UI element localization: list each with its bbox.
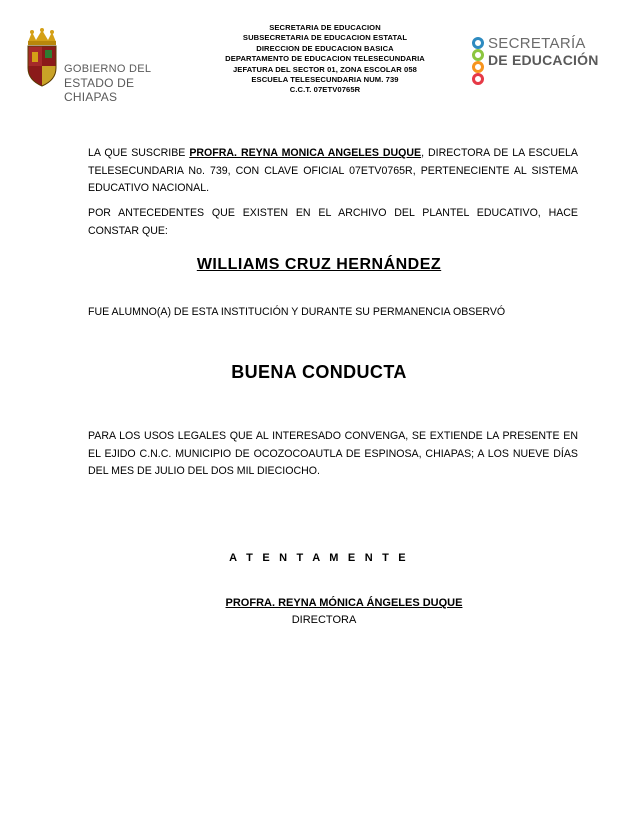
intro-lead: LA QUE SUSCRIBE: [88, 147, 190, 159]
closing-atentamente: A T E N T A M E N T E: [229, 552, 409, 564]
letterhead: [0, 20, 638, 120]
sep-line-1: SECRETARÍA: [488, 35, 586, 52]
gov-line-1: GOBIERNO DEL: [64, 63, 152, 75]
header-line: SUBSECRETARIA DE EDUCACION ESTATAL: [242, 33, 408, 43]
header-line: C.C.T. 07ETV0765R: [289, 85, 361, 95]
header-line: DIRECCION DE EDUCACION BASICA: [256, 43, 394, 53]
header-line: DEPARTAMENTO DE EDUCACION TELESECUNDARIA: [225, 54, 425, 64]
sep-line-2: DE EDUCACIÓN: [488, 52, 599, 68]
signatory-name: PROFRA. REYNA MÓNICA ÁNGELES DUQUE: [225, 597, 463, 609]
header-line: SECRETARIA DE EDUCACION: [269, 23, 381, 32]
header-line: JEFATURA DEL SECTOR 01, ZONA ESCOLAR 058: [232, 64, 418, 74]
sep-colored-rings-icon: [470, 36, 486, 86]
legal-use-paragraph: PARA LOS USOS LEGALES QUE AL INTERESADO CONVENGA, SE EXTIENDE LA PRESENTE EN EL EJIDO C.N.C. MUNICIPIO DE OCOZOCOAUTLA DE ESPINOSA, CHIAPAS; A LOS NUEVE DÍAS DEL MES DE JULIO DEL DOS MIL DIECIOCHO.: [88, 430, 578, 477]
conduct-rating: BUENA CONDUCTA: [231, 362, 407, 382]
sep-text: [488, 36, 599, 68]
student-name: WILLIAMS CRUZ HERNÁNDEZ: [196, 256, 442, 273]
chiapas-coat-of-arms-icon: [22, 28, 62, 90]
institution-header: [190, 23, 460, 96]
intro-paragraph: [88, 145, 578, 198]
gov-line-2: ESTADO DE CHIAPAS: [64, 76, 135, 104]
signatory-title: DIRECTORA: [291, 614, 357, 626]
gobierno-chiapas-text: [64, 62, 182, 104]
intro-rest: , DIRECTORA DE LA ESCUELA TELESECUNDARIA No. 739, CON CLAVE OFICIAL 07ETV0765R, PERTENECIENTE AL SISTEMA EDUCATIVO NACIONAL.: [88, 147, 578, 194]
header-line: ESCUELA TELESECUNDARIA NUM. 739: [251, 75, 399, 85]
antecedents-paragraph: POR ANTECEDENTES QUE EXISTEN EN EL ARCHIVO DEL PLANTEL EDUCATIVO, HACE CONSTAR QUE:: [88, 207, 578, 237]
gobierno-chiapas-logo: [22, 28, 182, 104]
student-statement: FUE ALUMNO(A) DE ESTA INSTITUCIÓN Y DURANTE SU PERMANENCIA OBSERVÓ: [88, 306, 506, 318]
secretaria-educacion-logo: [470, 36, 620, 86]
director-name: PROFRA. REYNA MONICA ANGELES DUQUE: [189, 147, 422, 159]
